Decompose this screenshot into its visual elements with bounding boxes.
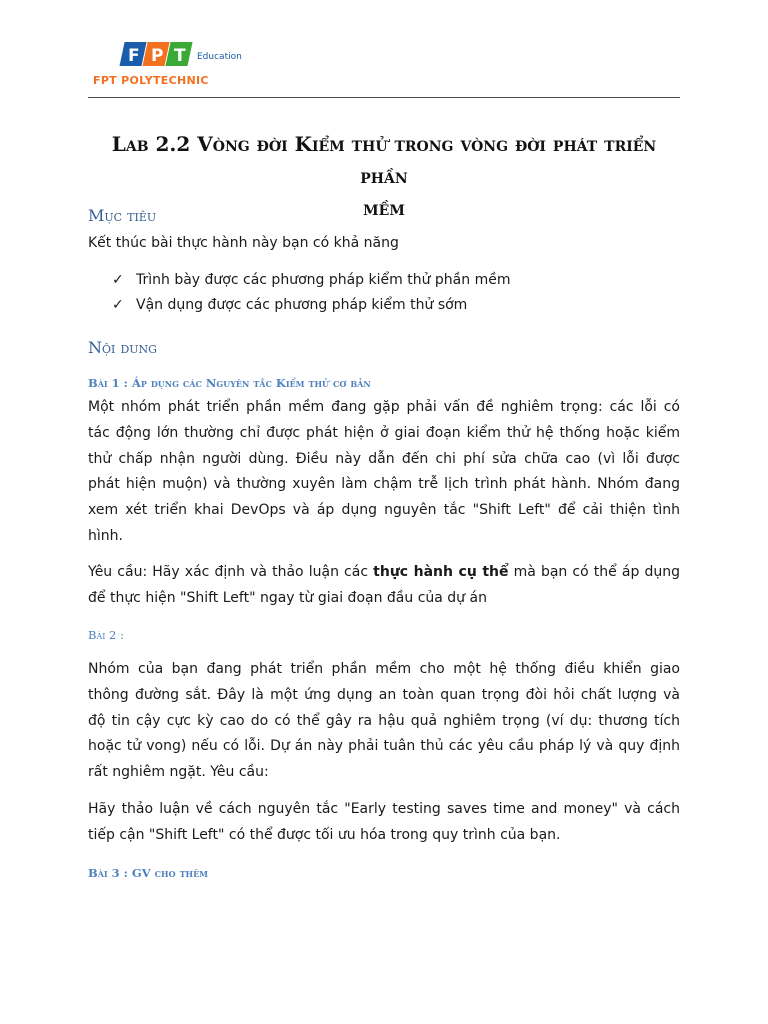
requirement-text: mà bạn có thể áp dụng	[508, 564, 680, 580]
paragraph-line: thử chấp nhận người dùng. Điều này dẫn đến chi phí sửa chữa cao (vì lỗi được	[88, 450, 680, 467]
paragraph-line: để thực hiện "Shift Left" ngay từ giai đoạn đầu của dự án	[88, 589, 487, 606]
exercise-3-heading: Bài 3 : GV cho thêm	[88, 866, 209, 880]
exercise-1-description	[88, 395, 680, 550]
header-divider	[88, 97, 680, 98]
paragraph-line: Nhóm của bạn đang phát triển phần mềm cho một hệ thống điều khiển giao	[88, 661, 680, 677]
paragraph-line: Một nhóm phát triển phần mềm đang gặp phải vấn đề nghiêm trọng: các lỗi có	[88, 399, 680, 415]
check-icon: ✓	[112, 297, 124, 313]
page-title	[88, 128, 680, 224]
paragraph-line: hình.	[88, 527, 123, 544]
paragraph-line: hoặc tử vong) nếu có lỗi. Dự án này phải tuân thủ các yêu cầu pháp lý và quy định	[88, 738, 680, 755]
paragraph-line: Hãy thảo luận về cách nguyên tắc "Early testing saves time and money" và cách	[88, 801, 680, 817]
objective-item-label: Trình bày được các phương pháp kiểm thử phần mềm	[136, 272, 511, 288]
paragraph-line: thông đường sắt. Đây là một ứng dụng an toàn quan trọng đòi hỏi chất lượng và	[88, 686, 680, 703]
objective-item	[112, 297, 467, 313]
logo-letter-t: T	[174, 46, 186, 66]
exercise-2-requirement	[88, 797, 680, 849]
exercise-2-description	[88, 657, 680, 786]
logo-letter-f: F	[128, 46, 140, 66]
logo-letter-p: P	[151, 46, 164, 66]
objectives-intro: Kết thúc bài thực hành này bạn có khả năng	[88, 235, 399, 251]
paragraph-line: tác động lớn thường chỉ được phát hiện ở giai đoạn kiểm thử hệ thống hoặc kiểm	[88, 424, 680, 441]
objective-item	[112, 272, 510, 288]
requirement-emphasis: thực hành cụ thể	[373, 564, 509, 580]
content-heading: Nội dung	[88, 338, 157, 357]
check-icon: ✓	[112, 272, 124, 288]
paragraph-line	[88, 560, 680, 586]
paragraph-line: phát hiện muộn) và thường xuyên làm chậm trễ lịch trình phát hành. Nhóm đang	[88, 476, 680, 493]
logo-edu-text: Education	[197, 52, 242, 62]
exercise-2-heading: Bài 2 :	[88, 628, 124, 642]
requirement-text: Yêu cầu: Hãy xác định và thảo luận các	[88, 564, 374, 580]
objective-item-label: Vận dụng được các phương pháp kiểm thử sớm	[136, 297, 468, 313]
title-line-2: mềm	[363, 196, 405, 220]
objectives-heading: Mục tiêu	[88, 206, 157, 225]
logo-subtitle: FPT POLYTECHNIC	[93, 74, 209, 87]
paragraph-line: xem xét triển khai DevOps và áp dụng nguyên tắc "Shift Left" để cải thiện tình	[88, 502, 680, 519]
paragraph-line: độ tin cậy cực kỳ cao do có thể gây ra hậu quả nghiêm trọng (ví dụ: thương tích	[88, 712, 680, 729]
paragraph-line: tiếp cận "Shift Left" có thể được tối ưu hóa trong quy trình của bạn.	[88, 826, 561, 843]
title-line-1: Lab 2.2 Vòng đời Kiểm thử trong vòng đời phát triển phần	[111, 132, 657, 188]
fpt-logo-icon	[117, 40, 242, 72]
exercise-1-heading: Bài 1 : Áp dụng các Nguyên tắc Kiểm thử cơ bản	[88, 376, 371, 390]
exercise-1-requirement	[88, 560, 680, 612]
paragraph-line: rất nghiêm ngặt. Yêu cầu:	[88, 764, 269, 781]
